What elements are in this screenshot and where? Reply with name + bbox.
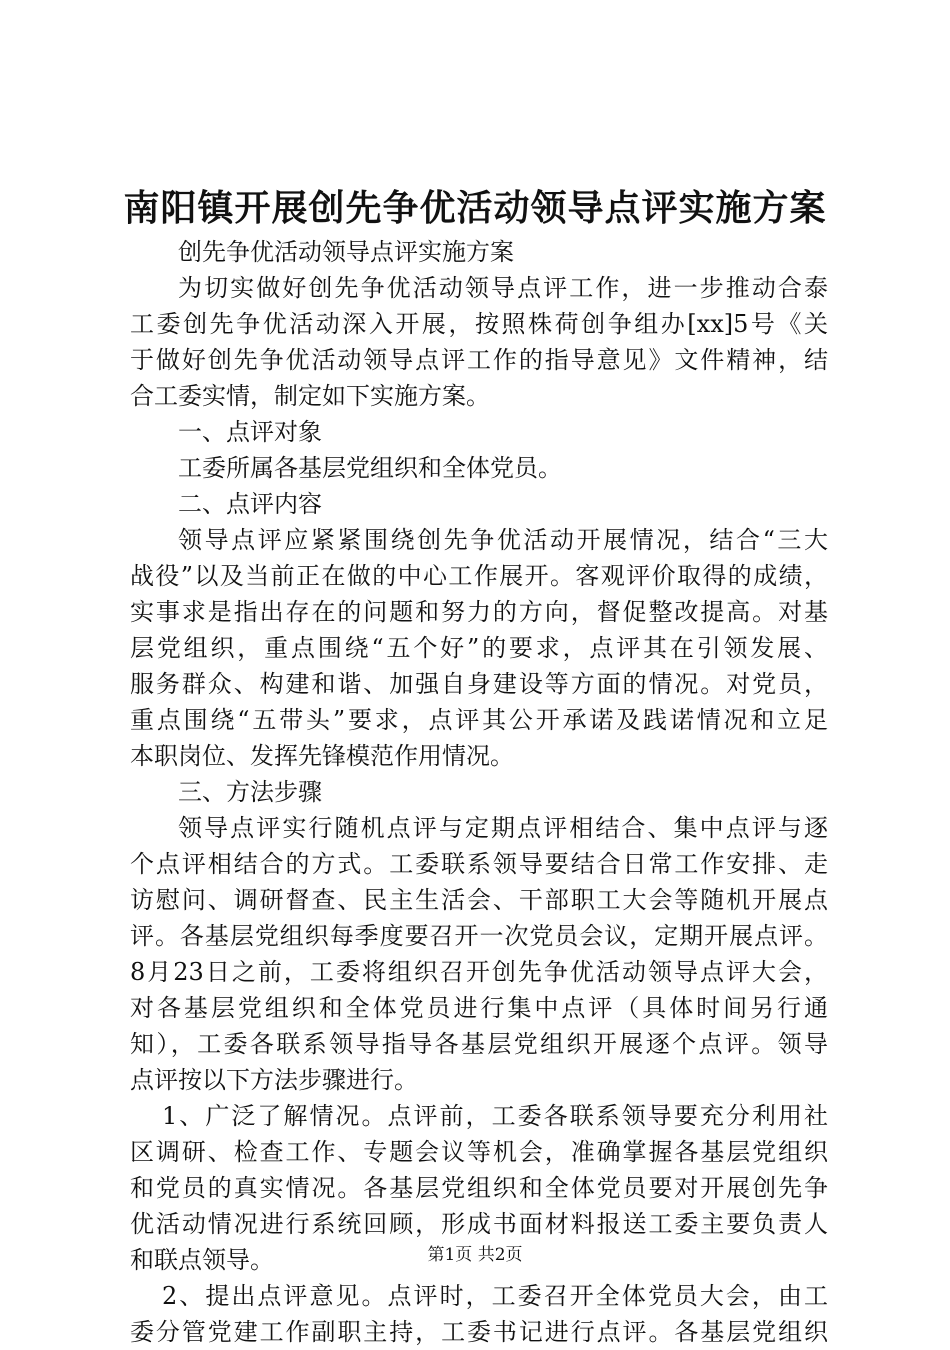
paragraph-line: 和联点领导。: [130, 1246, 274, 1274]
paragraph-line: 点评按以下方法步骤进行。: [130, 1066, 418, 1094]
paragraph-line: 为切实做好创先争优活动领导点评工作，进一步推动合泰: [178, 274, 828, 302]
paragraph-line: 实事求是指出存在的问题和努力的方向，督促整改提高。对基: [130, 598, 828, 626]
section-heading: 三、方法步骤: [178, 778, 322, 806]
paragraph-line: 1、广泛了解情况。点评前，工委各联系领导要充分利用社: [162, 1102, 828, 1130]
paragraph-line: 和党员的真实情况。各基层党组织和全体党员要对开展创先争: [130, 1174, 828, 1202]
paragraph-line: 对各基层党组织和全体党员进行集中点评（具体时间另行通: [130, 994, 828, 1022]
paragraph-line: 领导点评实行随机点评与定期点评相结合、集中点评与逐: [178, 814, 828, 842]
section-heading: 一、点评对象: [178, 418, 322, 446]
paragraph-line: 区调研、检查工作、专题会议等机会，准确掌握各基层党组织: [130, 1138, 828, 1166]
paragraph-line: 8月23日之前，工委将组织召开创先争优活动领导点评大会，: [130, 958, 828, 986]
paragraph-line: 访慰问、调研督查、民主生活会、干部职工大会等随机开展点: [130, 886, 828, 914]
paragraph-line: 层党组织，重点围绕“五个好”的要求，点评其在引领发展、: [130, 634, 828, 662]
document-body: [130, 234, 828, 1350]
page-indicator: 第1页 共2页: [427, 1245, 523, 1265]
document-title: 南阳镇开展创先争优活动领导点评实施方案: [123, 187, 827, 229]
paragraph-line: 本职岗位、发挥先锋模范作用情况。: [130, 742, 514, 770]
paragraph-line: 于做好创先争优活动领导点评工作的指导意见》文件精神，结: [130, 346, 828, 374]
paragraph-line: 知），工委各联系领导指导各基层党组织开展逐个点评。领导: [130, 1030, 828, 1058]
paragraph-line: 优活动情况进行系统回顾，形成书面材料报送工委主要负责人: [130, 1210, 828, 1238]
paragraph-line: 领导点评应紧紧围绕创先争优活动开展情况，结合“三大: [178, 526, 828, 554]
paragraph-line: 合工委实情，制定如下实施方案。: [130, 382, 490, 410]
paragraph-line: 重点围绕“五带头”要求，点评其公开承诺及践诺情况和立足: [130, 706, 828, 734]
paragraph-line: 服务群众、构建和谐、加强自身建设等方面的情况。对党员，: [130, 670, 828, 698]
subtitle-line: 创先争优活动领导点评实施方案: [178, 238, 514, 266]
paragraph-line: 委分管党建工作副职主持，工委书记进行点评。各基层党组织: [130, 1318, 828, 1346]
section-heading: 二、点评内容: [178, 490, 322, 518]
paragraph-line: 评。各基层党组织每季度要召开一次党员会议，定期开展点评。: [130, 922, 828, 950]
paragraph-line: 2、提出点评意见。点评时，工委召开全体党员大会，由工: [162, 1282, 828, 1310]
paragraph-line: 工委所属各基层党组织和全体党员。: [178, 454, 562, 482]
paragraph-line: 工委创先争优活动深入开展，按照株荷创争组办[xx]5号《关: [130, 310, 828, 338]
paragraph-line: 个点评相结合的方式。工委联系领导要结合日常工作安排、走: [130, 850, 828, 878]
paragraph-line: 战役”以及当前正在做的中心工作展开。客观评价取得的成绩，: [130, 562, 828, 590]
